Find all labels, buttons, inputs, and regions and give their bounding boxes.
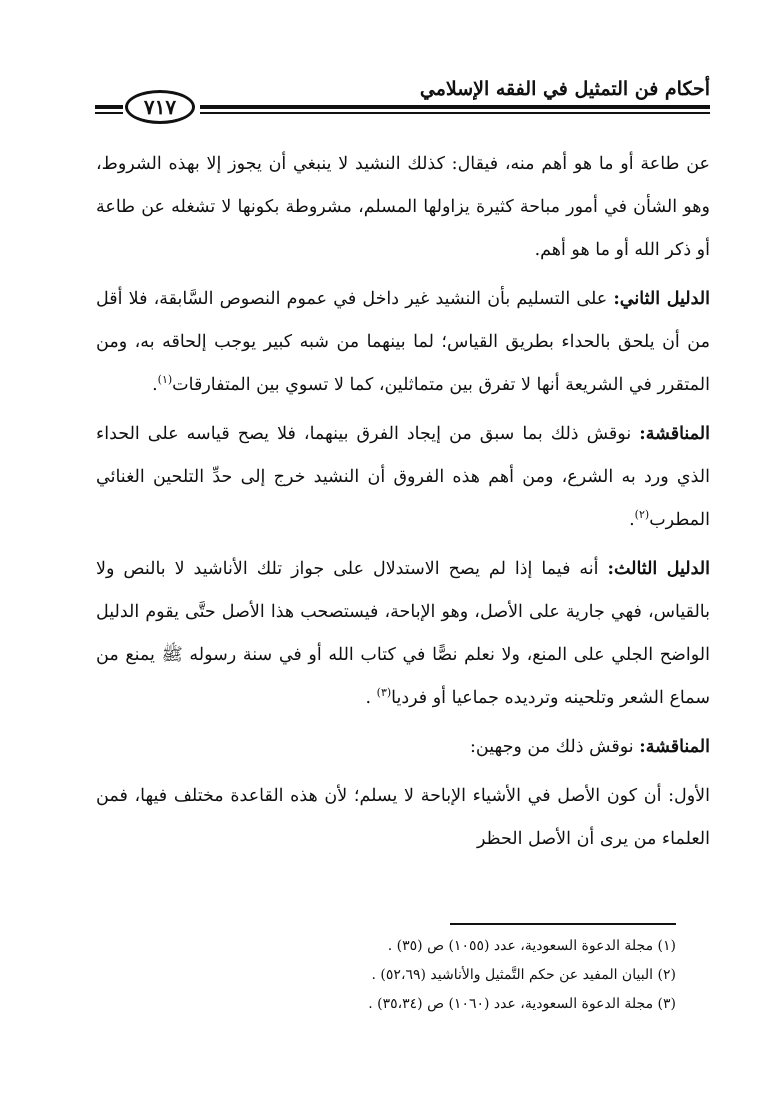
- paragraph-tail: .: [152, 375, 158, 395]
- paragraph-text: أنه فيما إذا لم يصح الاستدلال على جواز تلك الأناشيد لا بالنص ولا بالقياس، فهي جارية على الأصل، وهو الإباحة، فيستصحب هذا الأصل حتَّى يقوم الدليل الواضح الجلي على المنع، ولا نعلم نصًّا في كتاب الله أو في سنة رسوله ﷺ يمنع من سماع الشعر وتلحينه وترديده جماعيا أو فرديا: [96, 559, 710, 708]
- paragraph-lead: المناقشة:: [639, 737, 710, 757]
- header-rule-left: [95, 105, 123, 109]
- footnote-ref: (٣): [376, 686, 392, 700]
- footnote: (٣) مجلة الدعوة السعودية، عدد (١٠٦٠) ص (٣٥،٣٤) .: [368, 996, 676, 1012]
- footnote-ref: (٢): [634, 508, 650, 522]
- running-title: أحكام فن التمثيل في الفقه الإسلامي: [419, 78, 710, 100]
- paragraph-tail: .: [629, 510, 635, 530]
- header-rule-left-thin: [95, 112, 123, 114]
- footnote: (١) مجلة الدعوة السعودية، عدد (١٠٥٥) ص (٣٥) .: [387, 938, 676, 954]
- paragraph-text: عن طاعة أو ما هو أهم منه، فيقال: كذلك النشيد لا ينبغي أن يجوز إلا بهذه الشروط، وهو الشأن في أمور مباحة كثيرة يزاولها المسلم، مشروطة بكونها لا تشغله عن طاعة أو ذكر الله أو ما هو أهم.: [96, 154, 710, 260]
- paragraph-text: على التسليم بأن النشيد غير داخل في عموم النصوص السَّابقة، فلا أقل من أن يلحق بالحداء بطريق القياس؛ لما بينهما من شبه كبير يوجب إلحاقه به، ومن المتقرر في الشريعة أنها لا تفرق بين متماثلين، كما لا تسوي بين المتفارقات: [96, 289, 710, 395]
- paragraph-text: الأول: أن كون الأصل في الأشياء الإباحة لا يسلم؛ لأن هذه القاعدة مختلف فيها، فمن العلماء من يرى أن الأصل الحظر: [96, 786, 710, 849]
- paragraph: [96, 548, 710, 720]
- footnote: (٢) البيان المفيد عن حكم التَّمثيل والأناشيد (٥٢،٦٩) .: [371, 967, 676, 983]
- paragraph-lead: المناقشة:: [639, 424, 710, 444]
- paragraph-lead: الدليل الثالث:: [607, 559, 711, 579]
- header-rule-thin: [200, 112, 710, 114]
- page-header: [95, 78, 710, 123]
- footnote-separator: [450, 923, 676, 925]
- paragraph-lead: الدليل الثاني:: [613, 289, 710, 309]
- paragraph-tail: .: [365, 688, 377, 708]
- footnotes: [96, 932, 676, 1019]
- paragraph: [96, 143, 710, 272]
- header-rule-thick: [200, 105, 710, 109]
- paragraph: [96, 278, 710, 407]
- body-text: [96, 143, 710, 861]
- paragraph-text: نوقش ذلك بما سبق من إيجاد الفرق بينهما، فلا يصح قياسه على الحداء الذي ورد به الشرع، ومن أهم هذه الفروق أن النشيد خرج إلى حدِّ التلحين الغنائي المطرب: [96, 424, 710, 530]
- paragraph: [96, 413, 710, 542]
- footnote-ref: (١): [157, 373, 173, 387]
- paragraph: [96, 775, 710, 861]
- paragraph: [96, 726, 710, 769]
- paragraph-text: نوقش ذلك من وجهين:: [470, 737, 640, 757]
- page-number: ٧١٧: [125, 90, 195, 124]
